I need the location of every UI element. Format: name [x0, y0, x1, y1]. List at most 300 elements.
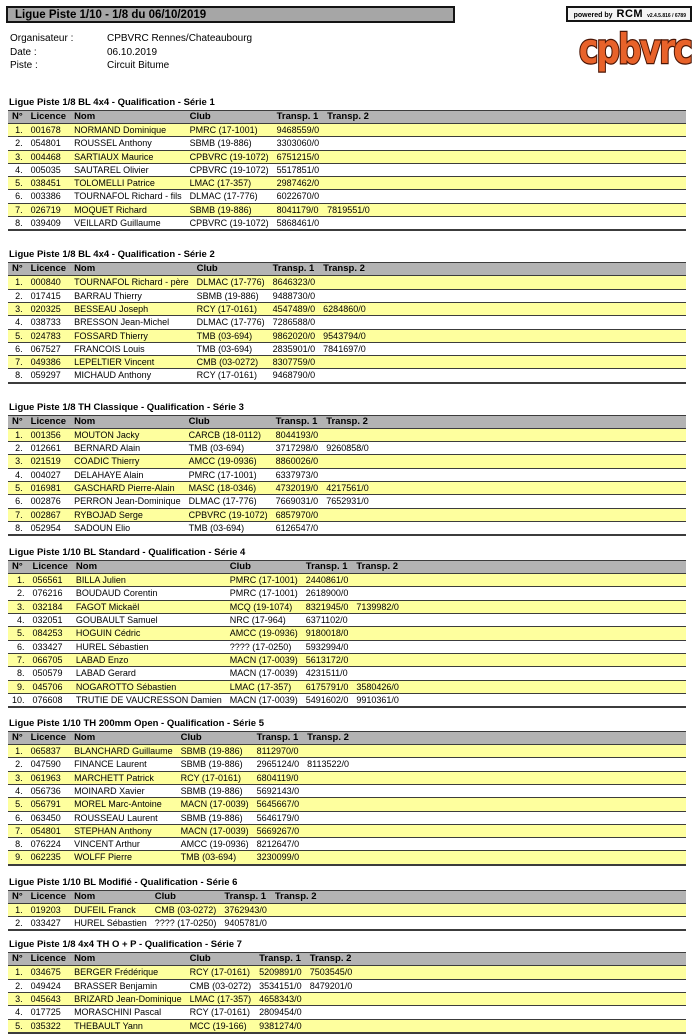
cell-nom: COADIC Thierry	[70, 455, 185, 468]
cell-licence: 034675	[27, 966, 70, 979]
cell-club: SBMB (19-886)	[177, 784, 253, 797]
cell-licence: 045643	[27, 992, 70, 1005]
col-header-num: N°	[8, 890, 27, 903]
table-row	[8, 811, 686, 824]
event-info-block	[10, 32, 252, 73]
series-title: Ligue Piste 1/8 4x4 TH O + P - Qualification - Série 7	[9, 939, 242, 951]
cell-num: 4.	[8, 163, 27, 176]
table-row	[8, 369, 686, 383]
cell-nom: GASCHARD Pierre-Alain	[70, 481, 185, 494]
cell-club: SBMB (19-886)	[177, 811, 253, 824]
cell-club: MACN (17-0039)	[226, 693, 302, 707]
cell-nom: TOURNAFOL Richard - père	[70, 276, 193, 289]
cell-licence: 052954	[27, 521, 70, 535]
cell-num: 3.	[8, 150, 27, 163]
series-title: Ligue Piste 1/8 BL 4x4 - Qualification - Série 1	[9, 97, 215, 108]
table-row	[8, 838, 686, 851]
cell-licence: 049424	[27, 979, 70, 992]
series-section	[8, 402, 688, 536]
cell-club: LMAC (17-357)	[186, 177, 273, 190]
cell-club: CMB (03-0272)	[186, 979, 256, 992]
cell-num: 4.	[8, 316, 27, 329]
cell-transp1: 5613172/0	[302, 653, 353, 666]
cell-transp1: 3717298/0	[272, 442, 323, 455]
cell-club: TMB (03-694)	[193, 329, 269, 342]
series-title: Ligue Piste 1/10 BL Modifié - Qualification - Série 6	[9, 876, 238, 888]
cell-transp2	[303, 851, 686, 865]
cell-licence: 001678	[27, 124, 70, 137]
cell-transp1: 5645667/0	[253, 798, 304, 811]
cell-licence: 016981	[27, 481, 70, 494]
cell-nom: MOREL Marc-Antoine	[70, 798, 177, 811]
cell-nom: MOQUET Richard	[70, 203, 186, 216]
col-header-nom: Nom	[70, 890, 151, 903]
cell-transp2	[352, 574, 686, 587]
cell-num: 5.	[8, 627, 29, 640]
table-row	[8, 190, 686, 203]
cell-nom: TOURNAFOL Richard - fils	[70, 190, 186, 203]
cell-transp2: 9543794/0	[319, 329, 686, 342]
cell-transp1: 9862020/0	[269, 329, 320, 342]
table-row	[8, 640, 686, 653]
table-row	[8, 758, 686, 771]
cell-nom: FINANCE Laurent	[70, 758, 177, 771]
cell-transp2: 7139982/0	[352, 600, 686, 613]
table-row	[8, 614, 686, 627]
cell-club: ???? (17-0250)	[226, 640, 302, 653]
cell-nom: DELAHAYE Alain	[70, 468, 185, 481]
cell-num: 9.	[8, 851, 27, 865]
table-row	[8, 289, 686, 302]
cell-nom: ROUSSEAU Laurent	[70, 811, 177, 824]
cell-transp1: 3230099/0	[253, 851, 304, 865]
table-row	[8, 574, 686, 587]
table-row	[8, 979, 686, 992]
cell-num: 10.	[8, 693, 29, 707]
table-row	[8, 1006, 686, 1019]
cell-club: TMB (03-694)	[185, 521, 272, 535]
cell-num: 2.	[8, 979, 27, 992]
series-table	[8, 415, 686, 536]
cell-licence: 038451	[27, 177, 70, 190]
cell-transp1: 2809454/0	[255, 1006, 306, 1019]
cell-licence: 059297	[27, 369, 70, 383]
cell-club: AMCC (19-0936)	[226, 627, 302, 640]
cell-club: CPBVRC (19-1072)	[186, 163, 273, 176]
cell-club: TMB (03-694)	[193, 342, 269, 355]
cell-nom: WOLFF Pierre	[70, 851, 177, 865]
table-row	[8, 177, 686, 190]
cell-num: 6.	[8, 811, 27, 824]
cell-licence: 004468	[27, 150, 70, 163]
cell-transp1: 6022670/0	[273, 190, 324, 203]
cell-club: MACN (17-0039)	[177, 824, 253, 837]
cell-num: 1.	[8, 574, 29, 587]
table-row	[8, 137, 686, 150]
cell-num: 6.	[8, 495, 27, 508]
cell-num: 5.	[8, 329, 27, 342]
cell-club: NRC (17-964)	[226, 614, 302, 627]
cell-transp1: 8321945/0	[302, 600, 353, 613]
cell-transp1: 9468559/0	[273, 124, 324, 137]
cell-transp2	[303, 784, 686, 797]
cell-transp2	[352, 627, 686, 640]
col-header-club: Club	[186, 953, 256, 966]
series-title: Ligue Piste 1/8 BL 4x4 - Qualification - Série 2	[9, 249, 215, 261]
cell-transp2	[322, 428, 686, 441]
cell-club: SBMB (19-886)	[186, 203, 273, 216]
cell-num: 3.	[8, 455, 27, 468]
cell-num: 7.	[8, 653, 29, 666]
table-row	[8, 428, 686, 441]
table-row	[8, 667, 686, 680]
cell-licence: 067527	[27, 342, 70, 355]
series-section	[8, 97, 688, 231]
series-table	[8, 952, 686, 1033]
series-table	[8, 262, 686, 383]
cell-licence: 038733	[27, 316, 70, 329]
series-title: Ligue Piste 1/10 TH 200mm Open - Qualification - Série 5	[9, 718, 264, 730]
cell-num: 2.	[8, 442, 27, 455]
cell-licence: 012661	[27, 442, 70, 455]
cell-nom: STEPHAN Anthony	[70, 824, 177, 837]
cell-num: 4.	[8, 1006, 27, 1019]
cell-num: 8.	[8, 667, 29, 680]
col-header-nom: Nom	[70, 953, 186, 966]
cell-transp2	[322, 455, 686, 468]
cell-num: 5.	[8, 1019, 27, 1033]
cell-num: 1.	[8, 428, 27, 441]
cell-licence: 000840	[27, 276, 70, 289]
cell-transp1: 3534151/0	[255, 979, 306, 992]
table-row	[8, 600, 686, 613]
cell-club: DLMAC (17-776)	[193, 276, 269, 289]
table-row	[8, 824, 686, 837]
col-header-licence: Licence	[27, 953, 70, 966]
table-row	[8, 798, 686, 811]
cell-club: DLMAC (17-776)	[193, 316, 269, 329]
cell-nom: LEPELTIER Vincent	[70, 356, 193, 369]
cell-transp2: 9910361/0	[352, 693, 686, 707]
cell-transp1: 5491602/0	[302, 693, 353, 707]
col-header-licence: Licence	[27, 890, 70, 903]
col-header-nom: Nom	[70, 263, 193, 276]
cell-transp1: 5646179/0	[253, 811, 304, 824]
cell-transp2	[323, 137, 686, 150]
cell-nom: TRUTIE DE VAUCRESSON Damien	[72, 693, 226, 707]
col-header-club: Club	[185, 415, 272, 428]
cell-nom: THEBAULT Yann	[70, 1019, 186, 1033]
cell-transp2: 8113522/0	[303, 758, 686, 771]
cell-transp2: 3580426/0	[352, 680, 686, 693]
cell-transp2	[306, 992, 686, 1005]
series-section	[8, 939, 688, 1033]
table-row	[8, 329, 686, 342]
cell-club: MCQ (19-1074)	[226, 600, 302, 613]
col-header-nom: Nom	[70, 415, 185, 428]
cell-nom: FOSSARD Thierry	[70, 329, 193, 342]
cell-nom: BERGER Frédérique	[70, 966, 186, 979]
cell-licence: 063450	[27, 811, 70, 824]
table-row	[8, 771, 686, 784]
cell-num: 4.	[8, 468, 27, 481]
cell-transp1: 2440861/0	[302, 574, 353, 587]
cell-nom: NOGAROTTO Sébastien	[72, 680, 226, 693]
series-table	[8, 731, 686, 866]
cell-nom: MOINARD Xavier	[70, 784, 177, 797]
cell-num: 8.	[8, 369, 27, 383]
cell-num: 5.	[8, 798, 27, 811]
cell-club: RCY (17-0161)	[186, 966, 256, 979]
track-label: Piste :	[10, 60, 38, 71]
cell-num: 1.	[8, 903, 27, 916]
cell-transp2	[323, 150, 686, 163]
table-row	[8, 966, 686, 979]
cell-licence: 054801	[27, 137, 70, 150]
organizer-value: CPBVRC Rennes/Chateaubourg	[107, 33, 253, 44]
cell-transp1: 3762943/0	[220, 903, 271, 916]
cell-num: 3.	[8, 992, 27, 1005]
cell-transp2	[323, 177, 686, 190]
cell-licence: 045706	[29, 680, 72, 693]
cell-nom: SARTIAUX Maurice	[70, 150, 186, 163]
cell-nom: RYBOJAD Serge	[70, 508, 185, 521]
cell-transp1: 6175791/0	[302, 680, 353, 693]
col-header-licence: Licence	[27, 111, 70, 124]
cell-club: PMRC (17-1001)	[226, 587, 302, 600]
cell-nom: DUFEIL Franck	[70, 903, 151, 916]
cell-num: 8.	[8, 838, 27, 851]
cell-transp1: 7286588/0	[269, 316, 320, 329]
cell-licence: 061963	[27, 771, 70, 784]
col-header-transp1: Transp. 1	[269, 263, 320, 276]
cell-transp1: 8860026/0	[272, 455, 323, 468]
cpbvrc-logo: cpbvrc	[578, 24, 691, 73]
cell-nom: TOLOMELLI Patrice	[70, 177, 186, 190]
col-header-club: Club	[193, 263, 269, 276]
cell-nom: PERRON Jean-Dominique	[70, 495, 185, 508]
col-header-transp2: Transp. 2	[271, 890, 686, 903]
table-row	[8, 495, 686, 508]
cell-transp2	[352, 587, 686, 600]
cell-club: ???? (17-0250)	[151, 917, 221, 931]
powered-by-label: powered by	[573, 12, 613, 19]
table-row	[8, 342, 686, 355]
cell-num: 3.	[8, 771, 27, 784]
col-header-nom: Nom	[72, 561, 226, 574]
date-row	[10, 46, 252, 60]
table-row	[8, 784, 686, 797]
cell-transp1: 5932994/0	[302, 640, 353, 653]
powered-by-badge	[566, 6, 692, 22]
cell-transp2	[303, 824, 686, 837]
table-row	[8, 745, 686, 758]
cell-nom: BRIZARD Jean-Dominique	[70, 992, 186, 1005]
cell-transp1: 6371102/0	[302, 614, 353, 627]
cell-num: 9.	[8, 680, 29, 693]
table-row	[8, 316, 686, 329]
series-title: Ligue Piste 1/10 BL Standard - Qualification - Série 4	[9, 547, 246, 559]
cell-transp1: 2965124/0	[253, 758, 304, 771]
cell-club: DLMAC (17-776)	[186, 190, 273, 203]
table-row	[8, 653, 686, 666]
cell-transp2	[319, 289, 686, 302]
cell-licence: 004027	[27, 468, 70, 481]
series-table	[8, 890, 686, 932]
cell-num: 3.	[8, 600, 29, 613]
cell-transp1: 6751215/0	[273, 150, 324, 163]
col-header-transp1: Transp. 1	[272, 415, 323, 428]
cell-club: CPBVRC (19-1072)	[186, 217, 273, 231]
table-row	[8, 521, 686, 535]
cell-transp2	[323, 124, 686, 137]
cell-num: 5.	[8, 481, 27, 494]
cell-licence: 039409	[27, 217, 70, 231]
cell-num: 8.	[8, 521, 27, 535]
cell-transp2	[322, 521, 686, 535]
cell-transp2: 6284860/0	[319, 302, 686, 315]
cell-num: 4.	[8, 784, 27, 797]
cell-num: 6.	[8, 342, 27, 355]
report-title-bar	[6, 6, 455, 23]
cell-transp2	[303, 798, 686, 811]
col-header-transp2: Transp. 2	[303, 732, 686, 745]
cell-transp1: 5517851/0	[273, 163, 324, 176]
cell-transp1: 9468790/0	[269, 369, 320, 383]
cell-club: PMRC (17-1001)	[186, 124, 273, 137]
cell-licence: 062235	[27, 851, 70, 865]
date-value: 06.10.2019	[107, 46, 158, 58]
cell-licence: 032184	[29, 600, 72, 613]
cell-licence: 002867	[27, 508, 70, 521]
cell-nom: BOUDAUD Corentin	[72, 587, 226, 600]
cell-transp1: 5669267/0	[253, 824, 304, 837]
col-header-club: Club	[177, 732, 253, 745]
col-header-transp1: Transp. 1	[273, 111, 324, 124]
table-header-row	[8, 890, 686, 903]
cell-transp1: 8041179/0	[273, 203, 324, 216]
cell-nom: HOGUIN Cédric	[72, 627, 226, 640]
cell-transp1: 9488730/0	[269, 289, 320, 302]
cell-num: 6.	[8, 640, 29, 653]
cell-nom: FRANCOIS Louis	[70, 342, 193, 355]
cell-club: CMB (03-0272)	[193, 356, 269, 369]
rcm-brand: RCM	[616, 8, 644, 20]
cell-transp1: 7669031/0	[272, 495, 323, 508]
cell-club: MASC (18-0346)	[185, 481, 272, 494]
cell-transp2	[271, 917, 686, 931]
cell-club: RCY (17-0161)	[193, 369, 269, 383]
cell-licence: 065837	[27, 745, 70, 758]
cell-licence: 084253	[29, 627, 72, 640]
cell-transp2	[319, 356, 686, 369]
table-row	[8, 508, 686, 521]
cell-transp1: 8307759/0	[269, 356, 320, 369]
series-section	[8, 547, 688, 708]
date-label: Date :	[10, 46, 37, 58]
rcm-version: v2.4.5.816 / 6789	[647, 13, 686, 19]
cell-transp2	[322, 508, 686, 521]
cell-transp1: 9381274/0	[255, 1019, 306, 1033]
cell-club: SBMB (19-886)	[186, 137, 273, 150]
col-header-nom: Nom	[70, 732, 177, 745]
page-title: Ligue Piste 1/10 - 1/8 du 06/10/2019	[15, 8, 207, 21]
cell-licence: 033427	[27, 917, 70, 931]
cell-transp2	[306, 1006, 686, 1019]
col-header-num: N°	[8, 953, 27, 966]
table-row	[8, 124, 686, 137]
cell-transp2	[319, 276, 686, 289]
cell-nom: SAUTAREL Olivier	[70, 163, 186, 176]
cell-transp2	[303, 745, 686, 758]
cell-transp2	[323, 190, 686, 203]
cell-licence: 050579	[29, 667, 72, 680]
table-header-row	[8, 111, 686, 124]
cell-nom: VINCENT Arthur	[70, 838, 177, 851]
col-header-transp2: Transp. 2	[319, 263, 686, 276]
table-row	[8, 627, 686, 640]
cell-transp1: 8646323/0	[269, 276, 320, 289]
table-row	[8, 217, 686, 231]
table-row	[8, 992, 686, 1005]
cell-transp1: 4732019/0	[272, 481, 323, 494]
cell-num: 2.	[8, 587, 29, 600]
col-header-transp2: Transp. 2	[322, 415, 686, 428]
cell-licence: 002876	[27, 495, 70, 508]
cell-num: 2.	[8, 758, 27, 771]
cell-licence: 035322	[27, 1019, 70, 1033]
col-header-licence: Licence	[29, 561, 72, 574]
cell-transp1: 2618900/0	[302, 587, 353, 600]
col-header-transp1: Transp. 1	[302, 561, 353, 574]
cell-licence: 020325	[27, 302, 70, 315]
series-section	[8, 877, 688, 932]
cell-num: 1.	[8, 276, 27, 289]
cell-nom: HUREL Sébastien	[70, 917, 151, 931]
cell-licence: 056561	[29, 574, 72, 587]
table-header-row	[8, 953, 686, 966]
cell-transp2	[323, 217, 686, 231]
cell-nom: BILLA Julien	[72, 574, 226, 587]
cell-transp2	[352, 640, 686, 653]
cell-club: CMB (03-0272)	[151, 903, 221, 916]
cell-club: CPBVRC (19-1072)	[186, 150, 273, 163]
cell-club: MACN (17-0039)	[177, 798, 253, 811]
cell-nom: NORMAND Dominique	[70, 124, 186, 137]
cell-nom: SADOUN Elio	[70, 521, 185, 535]
col-header-num: N°	[8, 561, 29, 574]
cell-transp1: 4231511/0	[302, 667, 353, 680]
table-row	[8, 302, 686, 315]
cell-licence: 021519	[27, 455, 70, 468]
cell-licence: 017415	[27, 289, 70, 302]
cell-licence: 026719	[27, 203, 70, 216]
cell-nom: BLANCHARD Guillaume	[70, 745, 177, 758]
cell-num: 5.	[8, 177, 27, 190]
cell-transp1: 6337973/0	[272, 468, 323, 481]
cell-transp1: 8044193/0	[272, 428, 323, 441]
cell-licence: 047590	[27, 758, 70, 771]
cell-num: 8.	[8, 217, 27, 231]
cell-transp2: 8479201/0	[306, 979, 686, 992]
table-header-row	[8, 561, 686, 574]
cell-club: TMB (03-694)	[177, 851, 253, 865]
col-header-licence: Licence	[27, 732, 70, 745]
cell-transp1: 2987462/0	[273, 177, 324, 190]
cell-licence: 024783	[27, 329, 70, 342]
cell-transp1: 5209891/0	[255, 966, 306, 979]
cell-transp2	[271, 903, 686, 916]
